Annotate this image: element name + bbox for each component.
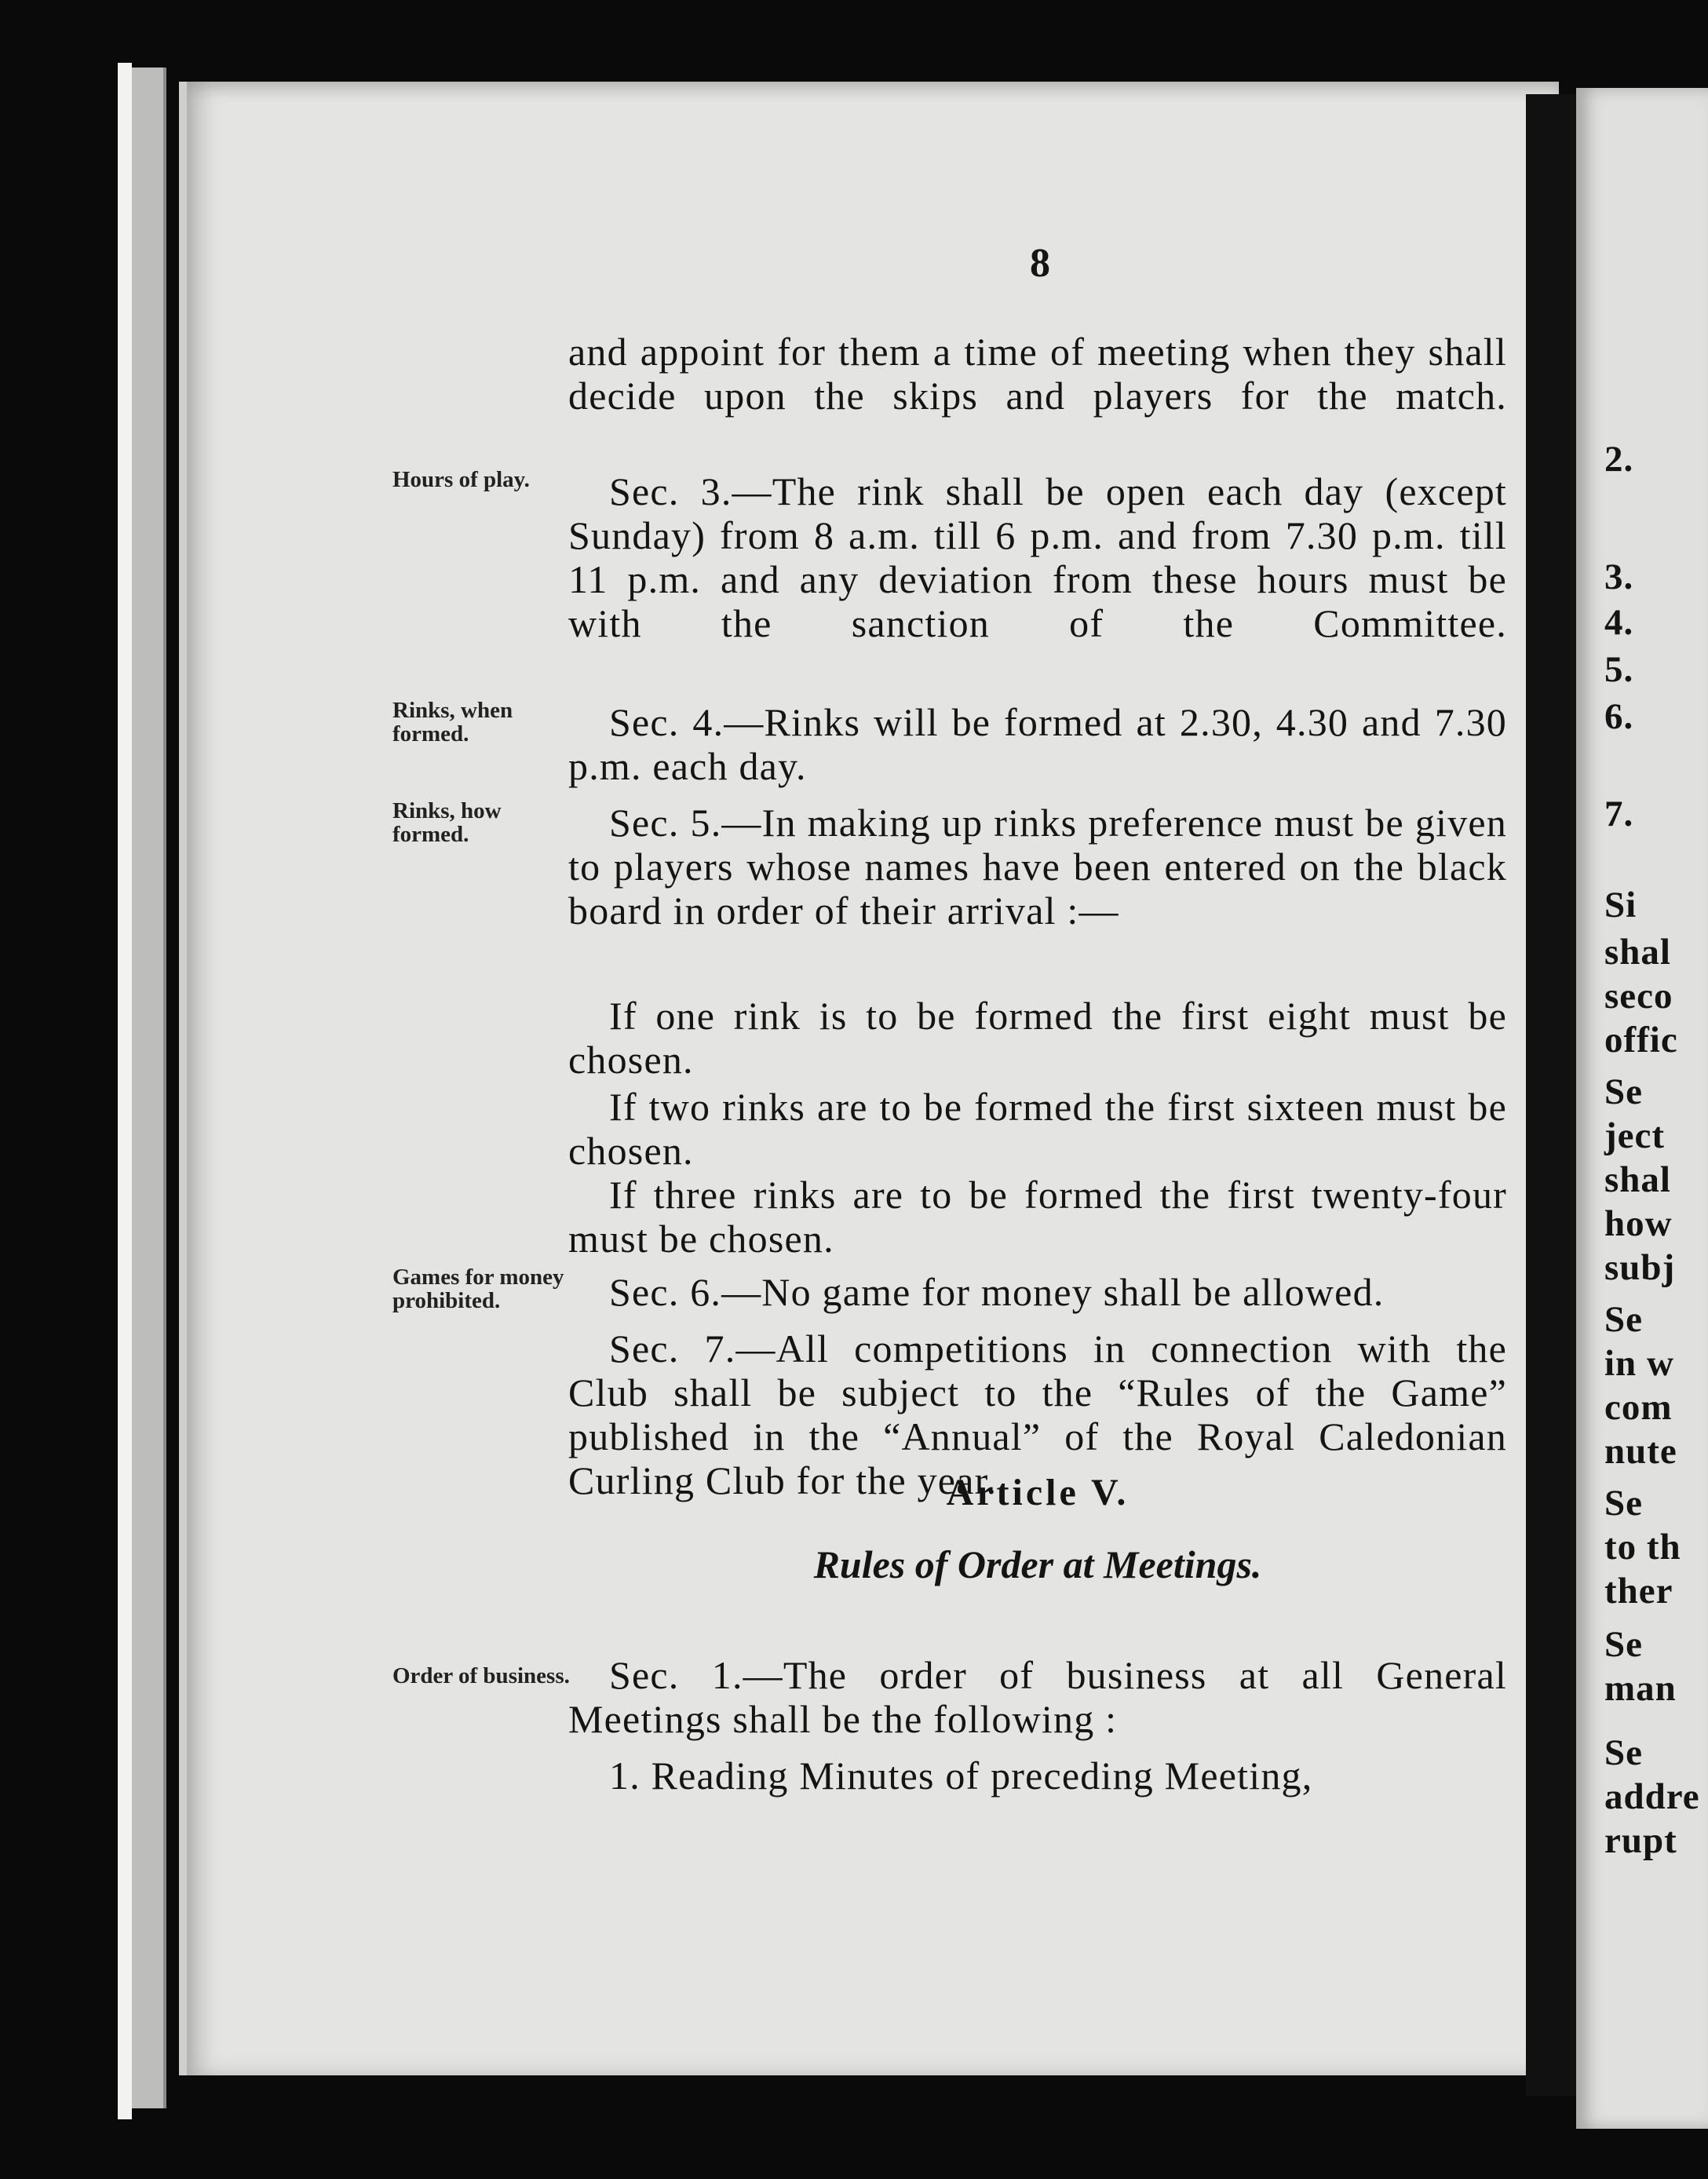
right-frag: nute xyxy=(1604,1431,1677,1472)
article-heading: Article V. xyxy=(946,1472,1130,1513)
right-page-fragment xyxy=(1576,88,1708,2129)
rink-rule-one: If one rink is to be formed the first eight must be chosen. xyxy=(568,994,1507,1082)
right-frag: Se xyxy=(1604,1483,1643,1524)
right-frag: subj xyxy=(1604,1247,1676,1288)
right-frag: 2. xyxy=(1604,439,1634,480)
sec-5-paragraph: Sec. 5.—In making up rinks preference must be given to players whose names have been entered on the black board in order of their arrival :— xyxy=(568,801,1507,933)
right-frag: in w xyxy=(1604,1343,1674,1384)
rink-rule-two: If two rinks are to be formed the first sixteen must be chosen. xyxy=(568,1085,1507,1173)
page-edge-stack xyxy=(132,68,166,2108)
margin-note-order-of-business: Order of business. xyxy=(392,1663,570,1688)
right-frag: Se xyxy=(1604,1299,1643,1340)
right-frag: Se xyxy=(1604,1624,1643,1665)
article-5-sec-1-paragraph: Sec. 1.—The order of business at all General Meetings shall be the following : xyxy=(568,1653,1507,1741)
right-frag: shal xyxy=(1604,1159,1671,1200)
right-frag: 3. xyxy=(1604,557,1634,597)
right-frag: how xyxy=(1604,1203,1673,1244)
right-frag: 7. xyxy=(1604,794,1634,834)
sec-6-paragraph: Sec. 6.—No game for money shall be allowed. xyxy=(609,1270,1385,1314)
book-gutter xyxy=(1526,94,1576,2096)
right-frag: addre xyxy=(1604,1776,1700,1817)
right-frag: man xyxy=(1604,1668,1677,1709)
list-item-1: 1. Reading Minutes of preceding Meeting, xyxy=(609,1754,1313,1798)
right-frag: 5. xyxy=(1604,649,1634,690)
right-frag: rupt xyxy=(1604,1820,1677,1861)
right-frag: Se xyxy=(1604,1071,1643,1112)
right-frag: com xyxy=(1604,1387,1673,1428)
sec-4-paragraph: Sec. 4.—Rinks will be formed at 2.30, 4.30 and 7.30 p.m. each day. xyxy=(568,700,1507,788)
right-frag: seco xyxy=(1604,976,1673,1017)
right-frag: ther xyxy=(1604,1571,1673,1611)
margin-note-games-for-money: Games for money prohibited. xyxy=(392,1265,564,1313)
margin-note-hours-of-play: Hours of play. xyxy=(392,467,530,492)
right-frag: to th xyxy=(1604,1527,1681,1568)
article-subheading: Rules of Order at Meetings. xyxy=(813,1542,1262,1586)
right-frag: Si xyxy=(1604,885,1637,925)
right-frag: ject xyxy=(1604,1115,1666,1156)
page-number: 8 xyxy=(1030,241,1050,286)
sec-7-paragraph: Sec. 7.—All competitions in connection with the Club shall be subject to the “Rules of the Game” published in the “Annual” of the Royal Caledonian Curling Club for the year. xyxy=(568,1327,1507,1502)
right-frag: Se xyxy=(1604,1732,1643,1773)
margin-note-rinks-how-formed: Rinks, how formed. xyxy=(392,798,502,847)
right-frag: 6. xyxy=(1604,696,1634,737)
right-frag: 4. xyxy=(1604,602,1634,643)
right-frag: offic xyxy=(1604,1020,1678,1060)
margin-note-rinks-when-formed: Rinks, when formed. xyxy=(392,698,513,746)
sec-3-paragraph: Sec. 3.—The rink shall be open each day (except Sunday) from 8 a.m. till 6 p.m. and from 7.30 p.m. till 11 p.m. and any deviation from these hours must be with the sanction of the Committee. xyxy=(568,469,1507,645)
continuation-paragraph: and appoint for them a time of meeting when they shall decide upon the skips and players for the match. xyxy=(568,330,1507,418)
page-edge-light xyxy=(118,63,132,2119)
right-frag: shal xyxy=(1604,932,1671,973)
rink-rule-three: If three rinks are to be formed the first twenty-four must be chosen. xyxy=(568,1173,1507,1261)
